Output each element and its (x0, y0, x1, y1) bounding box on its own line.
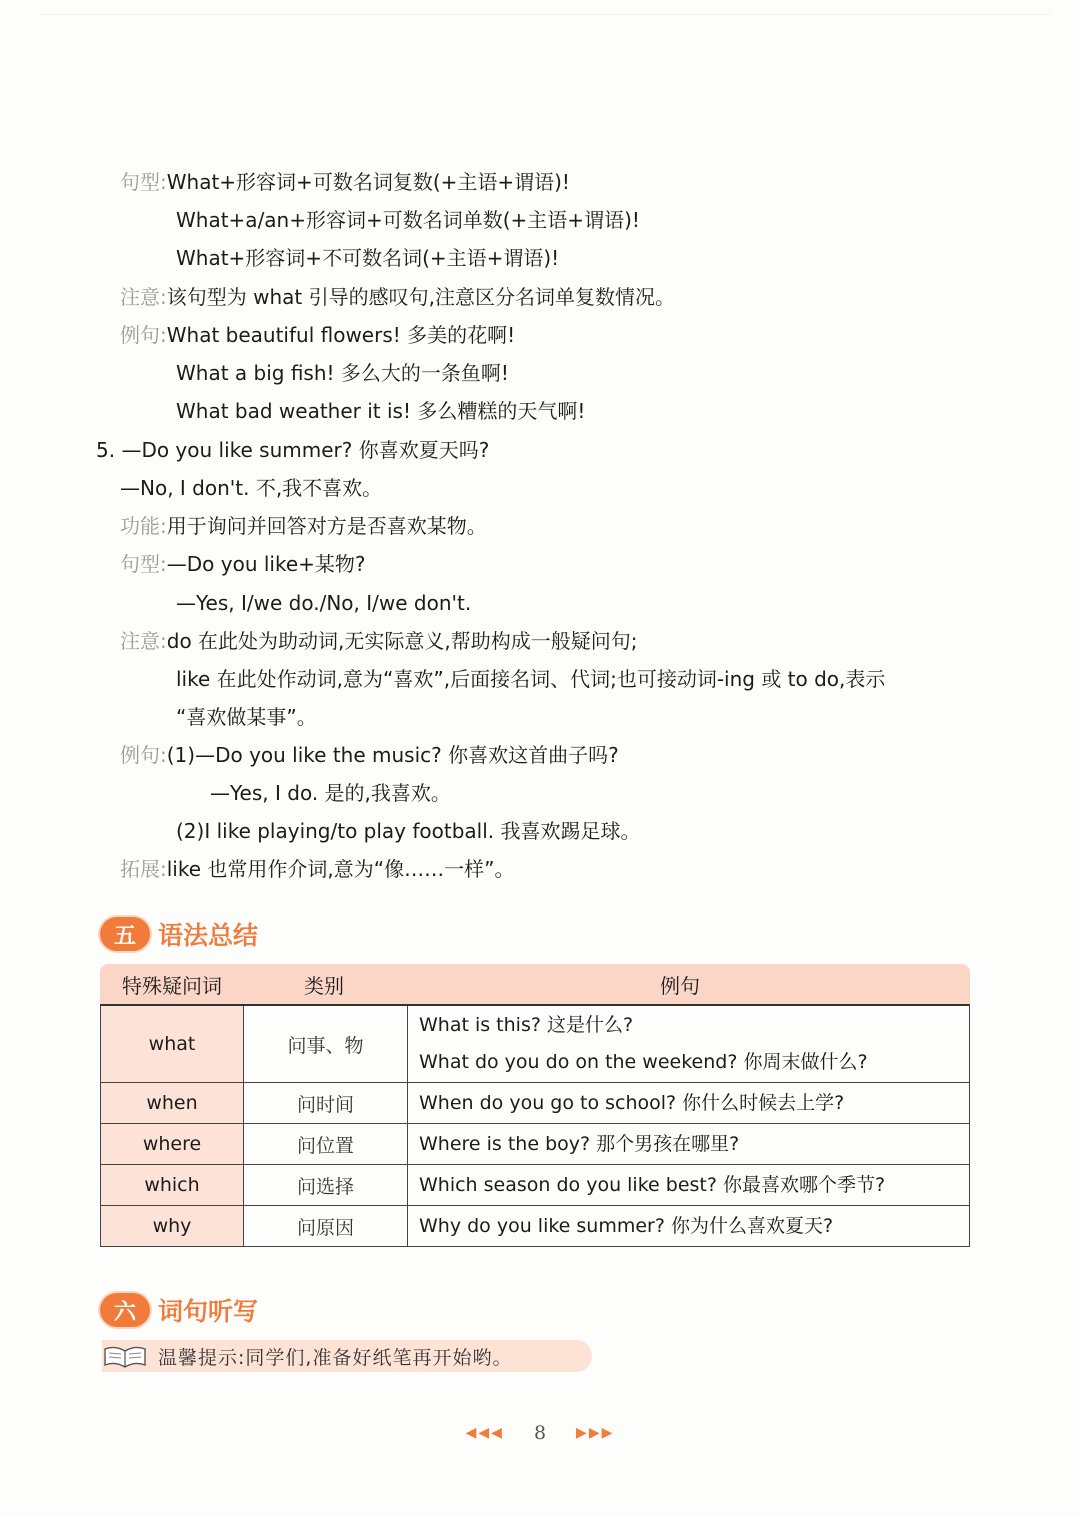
right-arrows-icon: ▶▶▶ (576, 1425, 615, 1441)
example-sentence: Which season do you like best? 你最喜欢哪个季节? (419, 1173, 886, 1196)
pattern-line-5: —Yes, I/we do./No, I/we don't. (176, 591, 472, 615)
category-cell: 问时间 (244, 1083, 408, 1123)
section-5-title: 语法总结 (158, 921, 259, 950)
section-5-header (100, 914, 258, 954)
table-row (101, 1082, 969, 1123)
section-6-badge: 六 (100, 1293, 150, 1327)
header-category: 类别 (304, 974, 344, 998)
section-5-badge: 五 (100, 917, 150, 951)
question-word-cell: where (101, 1124, 244, 1164)
note-line-4: “喜欢做某事”。 (176, 705, 317, 729)
section-6-title: 词句听写 (158, 1297, 259, 1326)
example-line-6: (2)I like playing/to play football. 我喜欢踢足球。 (176, 819, 641, 843)
tip-bar (102, 1340, 592, 1372)
extension-line: 拓展:like 也常用作介词,意为“像……一样”。 (120, 857, 515, 881)
example-line-3: What bad weather it is! 多么糟糕的天气啊! (176, 399, 586, 423)
example-line-2: What a big fish! 多么大的一条鱼啊! (176, 361, 509, 385)
table-row (101, 1164, 969, 1205)
example-sentence: When do you go to school? 你什么时候去上学? (419, 1091, 845, 1114)
example-cell (408, 1006, 969, 1082)
section-6-header (100, 1290, 258, 1330)
example-sentence: Where is the boy? 那个男孩在哪里? (419, 1132, 740, 1155)
book-icon (102, 1342, 148, 1370)
question-word-cell: what (101, 1006, 244, 1082)
table-row (101, 1205, 969, 1246)
pattern-line-1: 句型:What+形容词+可数名词复数(+主语+谓语)! (120, 170, 570, 194)
tip-text: 温馨提示:同学们,准备好纸笔再开始哟。 (158, 1346, 513, 1369)
table-row (101, 1123, 969, 1164)
function-line: 功能:用于询问并回答对方是否喜欢某物。 (120, 514, 487, 538)
category-cell: 问位置 (244, 1124, 408, 1164)
item-5-answer: —No, I don't. 不,我不喜欢。 (120, 476, 383, 500)
example-cell (408, 1206, 969, 1246)
question-word-cell: when (101, 1083, 244, 1123)
category-cell: 问原因 (244, 1206, 408, 1246)
pattern-line-3: What+形容词+不可数名词(+主语+谓语)! (176, 246, 560, 270)
item-5-question: 5. —Do you like summer? 你喜欢夏天吗? (96, 438, 490, 462)
question-word-cell: which (101, 1165, 244, 1205)
example-cell (408, 1124, 969, 1164)
note-line-3: like 在此处作动词,意为“喜欢”,后面接名词、代词;也可接动词-ing 或 to do,表示 (176, 667, 886, 691)
category-cell: 问选择 (244, 1165, 408, 1205)
table-row (101, 1006, 969, 1082)
example-line-5: —Yes, I do. 是的,我喜欢。 (210, 781, 451, 805)
example-sentence: What do you do on the weekend? 你周末做什么? (419, 1051, 868, 1073)
top-rule (40, 14, 1050, 15)
pattern-line-4: 句型:—Do you like+某物? (120, 552, 366, 576)
note-line-1: 注意:该句型为 what 引导的感叹句,注意区分名词单复数情况。 (120, 285, 675, 309)
category-cell: 问事、物 (244, 1006, 408, 1082)
example-line-4: 例句:(1)—Do you like the music? 你喜欢这首曲子吗? (120, 743, 619, 767)
page-footer (440, 1418, 640, 1448)
question-word-cell: why (101, 1206, 244, 1246)
example-sentence: What is this? 这是什么? (419, 1014, 634, 1036)
example-line-1: 例句:What beautiful flowers! 多美的花啊! (120, 323, 516, 347)
header-example: 例句 (660, 974, 700, 998)
note-line-2: 注意:do 在此处为助动词,无实际意义,帮助构成一般疑问句; (120, 629, 638, 653)
header-question-word: 特殊疑问词 (122, 974, 222, 998)
example-sentence: Why do you like summer? 你为什么喜欢夏天? (419, 1214, 834, 1237)
grammar-table (100, 964, 970, 1247)
table-header (100, 964, 970, 1004)
example-cell (408, 1165, 969, 1205)
example-cell (408, 1083, 969, 1123)
page-number: 8 (533, 1422, 547, 1444)
left-arrows-icon: ◀◀◀ (465, 1425, 504, 1441)
table-body (100, 1004, 970, 1247)
pattern-line-2: What+a/an+形容词+可数名词单数(+主语+谓语)! (176, 208, 640, 232)
